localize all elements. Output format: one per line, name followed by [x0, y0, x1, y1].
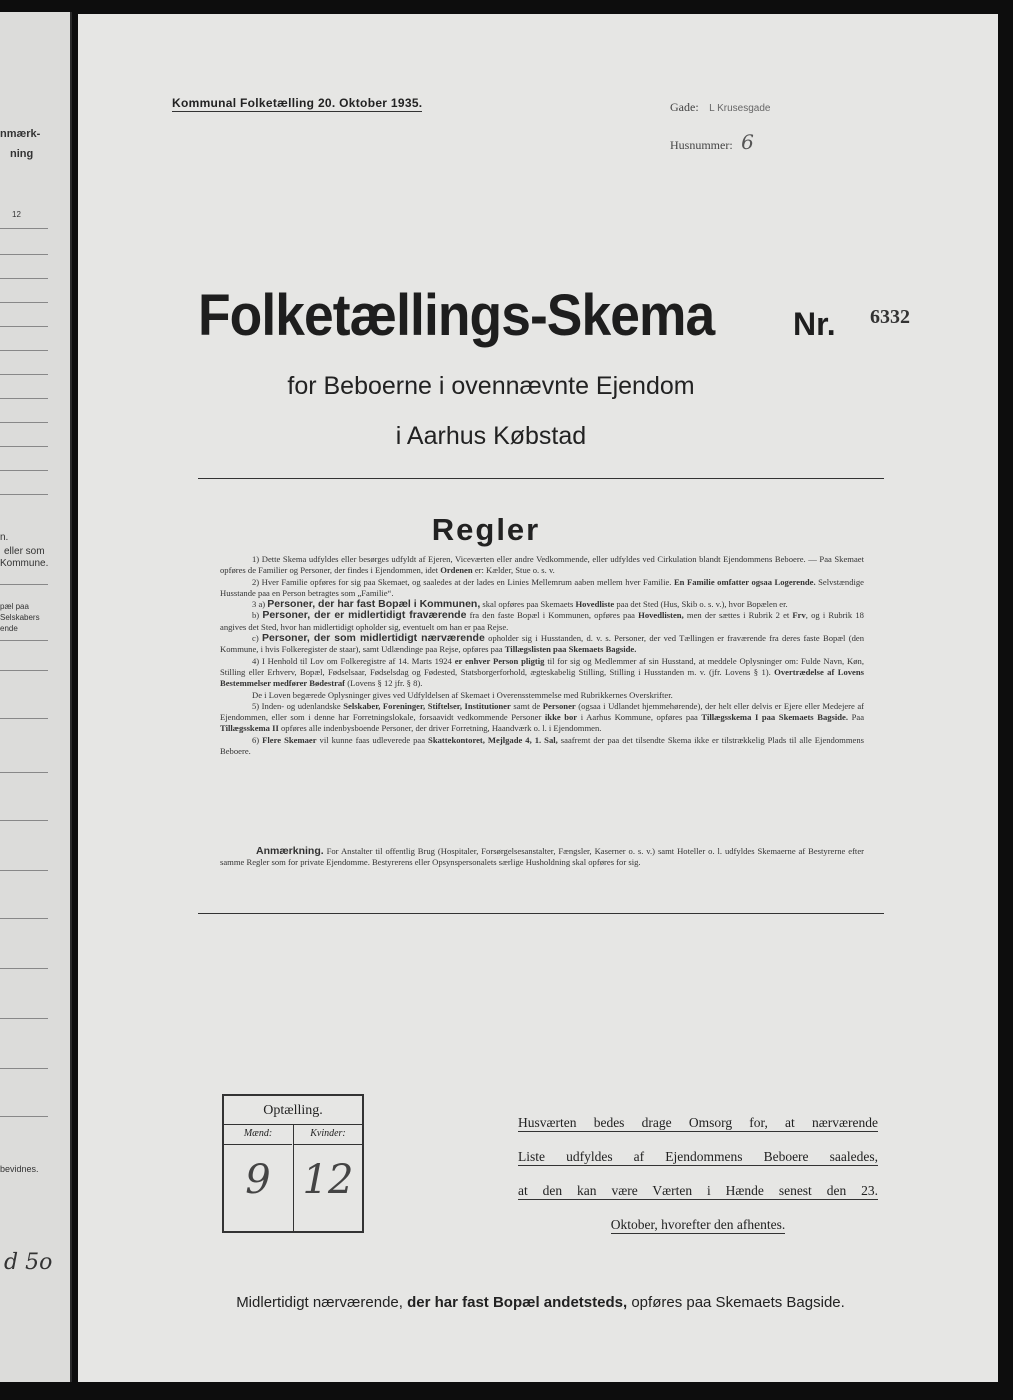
- deadline-line-2: Liste udfyldes af Ejendommens Beboere saaledes,: [518, 1149, 878, 1164]
- left-fragment: 12: [12, 210, 21, 219]
- previous-page-strip: [0, 12, 72, 1382]
- rule-5: 5) Inden- og udenlandske Selskaber, Foreninger, Stiftelser, Institutioner samt de Personer (ogsaa i Udlandet hjemmehørende), der helt eller delvis er Ejere eller Medejere af Ejendommen, eller som i denne har Forretningslokale, forsaavidt vedkommende Personer ikke bor i Aarhus Kommune, opføres paa Tillægsskema I paa Skemaets Bagside. Paa Tillægsskema II opføres alle indenbysboende Personer, der driver Forretning, Haandværk o. l. i Ejendommen.: [220, 700, 865, 734]
- left-fragment: Selskabers: [0, 613, 40, 622]
- left-fragment: nmærk-: [0, 128, 41, 140]
- footer-pre: Midlertidigt nærværende,: [236, 1294, 403, 1311]
- census-header-title: Kommunal Folketælling 20. Oktober 1935.: [172, 96, 423, 110]
- left-fragment: ende: [0, 624, 18, 633]
- ruled-line: [0, 470, 48, 471]
- rule-3c: c) Personer, der som midlertidigt nærværende opholder sig i Husstanden, d. v. s. Personer, der ved Tællingen er fraværende fra deres faste Bopæl (den Kommune, i hvis Folkeregister de staar), samt Udlændinge paa Rejse, opføres paa Tillægslisten paa Skemaets Bagside.: [220, 632, 864, 655]
- men-label: Mænd:: [224, 1124, 292, 1145]
- house-number-value: 6: [741, 130, 754, 154]
- ruled-line: [0, 494, 48, 495]
- deadline-line-4: Oktober, hvorefter den afhentes.: [610, 1217, 786, 1232]
- house-number-label: Husnummer:: [670, 138, 733, 152]
- left-fragment: eller som: [4, 546, 45, 557]
- left-fragment: Kommune.: [0, 558, 49, 569]
- ruled-line: [0, 350, 48, 351]
- form-subtitle-city: i Aarhus Købstad: [395, 422, 587, 450]
- ruled-line: [0, 820, 48, 821]
- form-number-stamp: 6332: [870, 306, 910, 328]
- ruled-line: [0, 1068, 48, 1069]
- divider: [198, 913, 884, 914]
- rule-1: 1) Dette Skema udfyldes eller besørges udfyldt af Ejeren, Viceværten eller andre Vedkommende, eller udfyldes ved Cirkulation blandt Ejendommens Beboere. — Paa Skemaet opføres de Familier og Personer, der findes i Ejendommen, idet Ordenen er: Kælder, Stue o. s. v.: [220, 554, 864, 576]
- census-form-page: [78, 14, 998, 1382]
- street-value: L Krusesgade: [709, 103, 771, 114]
- ruled-line: [0, 670, 48, 671]
- house-number-field: [670, 130, 754, 154]
- form-subtitle: for Beboerne i ovennævnte Ejendom: [287, 372, 695, 400]
- count-title: Optælling.: [224, 1096, 362, 1125]
- footer-note: [78, 1294, 1003, 1311]
- ruled-line: [0, 446, 48, 447]
- rule-2: 2) Hver Familie opføres for sig paa Skemaet, og saaledes at der lades en Linies Mellemrum aaben mellem hver Familie. En Familie omfatter ogsaa Logerende. Selvstændige Husstande paa en Person betragtes som „Familie“.: [220, 576, 864, 598]
- ruled-line: [0, 422, 48, 423]
- left-fragment: bevidnes.: [0, 1164, 39, 1174]
- ruled-line: [0, 584, 48, 585]
- ruled-line: [0, 718, 48, 719]
- men-count: 9: [245, 1157, 271, 1203]
- street-field: [670, 98, 770, 116]
- ruled-line: [0, 968, 48, 969]
- remark-text: For Anstalter til offentlig Brug (Hospitaler, Forsørgelsesanstalter, Fængsler, Kaserner o. s. v.) samt Hoteller o. l. udfyldes Skemaerne af Bestyrerne efter samme Regler som for private Ejendomme. Bestyrerens eller Opsynspersonalets særlige Husholdning skal opføres for sig.: [220, 846, 864, 868]
- ruled-line: [0, 1018, 48, 1019]
- women-count: 12: [302, 1157, 354, 1203]
- deadline-line-1: Husværten bedes drage Omsorg for, at nærværende: [518, 1115, 878, 1130]
- left-fragment: n.: [0, 532, 9, 543]
- form-number-label: Nr.: [793, 306, 836, 342]
- ruled-line: [0, 772, 48, 773]
- ruled-line: [0, 228, 48, 229]
- rule-3b: b) Personer, der er midlertidigt fraværende fra den faste Bopæl i Kommunen, opføres paa Hovedlisten, men der sættes i Rubrik 2 et Frv, og i Rubrik 18 angives det Sted, hvor han midlertidigt opholder sig, eventuelt om han er paa Rejse.: [220, 609, 864, 632]
- ruled-line: [0, 374, 48, 375]
- left-handwriting: d 5o: [4, 1250, 53, 1275]
- left-fragment: pæl paa: [0, 602, 29, 611]
- ruled-line: [0, 870, 48, 871]
- deadline-notice: [518, 1106, 878, 1242]
- rules-heading: Regler: [431, 512, 541, 547]
- rule-4b: De i Loven begærede Oplysninger gives ved Udfyldelsen af Skemaet i Overensstemmelse med Rubrikkernes Overskrifter.: [252, 689, 673, 700]
- ruled-line: [0, 302, 48, 303]
- rules-text: [220, 554, 864, 757]
- ruled-line: [0, 398, 48, 399]
- footer-post: opføres paa Skemaets Bagside.: [631, 1294, 845, 1311]
- remark-note: [220, 846, 864, 869]
- deadline-line-3: at den kan være Værten i Hænde senest den 23.: [518, 1183, 878, 1198]
- women-label: Kvinder:: [294, 1124, 362, 1145]
- ruled-line: [0, 1116, 48, 1117]
- ruled-line: [0, 326, 48, 327]
- rule-6: 6) Flere Skemaer vil kunne faas udleverede paa Skattekontoret, Mejlgade 4, 1. Sal, saafremt der paa det tilsendte Skema ikke er tilstrækkelig Plads til alle Ejendommens Beboere.: [220, 734, 864, 757]
- form-title: Folketællings-Skema: [198, 283, 715, 348]
- rule-4: 4) I Henhold til Lov om Folkeregistre af 14. Marts 1924 er enhver Person pligtig til for sig og Medlemmer af sin Husstand, at meddele Oplysninger om: Fulde Navn, Køn, Stilling eller Erhverv, Bopæl, Fødselsaar, Fødselsdag og Fødested, Statsborgerforhold, ægteskabelig Stilling, Stilling i Husstanden m. v. (jfr. Lovens § 1). Overtrædelse af Lovens Bestemmelser medfører Bødestraf (Lovens § 12 jfr. § 8).: [220, 655, 864, 689]
- ruled-line: [0, 278, 48, 279]
- footer-bold: der har fast Bopæl andetsteds,: [407, 1294, 628, 1311]
- ruled-line: [0, 640, 48, 641]
- remark-label: Anmærkning.: [256, 845, 324, 857]
- divider: [198, 478, 884, 479]
- count-box: [222, 1094, 364, 1233]
- street-label: Gade:: [670, 100, 699, 114]
- ruled-line: [0, 254, 48, 255]
- men-column: [224, 1124, 292, 1231]
- ruled-line: [0, 918, 48, 919]
- rule-3a: 3 a) Personer, der har fast Bopæl i Kommunen, skal opføres paa Skemaets Hovedliste paa det Sted (Hus, Skib o. s. v.), hvor Bopælen er.: [252, 598, 788, 611]
- women-column: [293, 1124, 362, 1231]
- left-fragment: ning: [10, 148, 34, 160]
